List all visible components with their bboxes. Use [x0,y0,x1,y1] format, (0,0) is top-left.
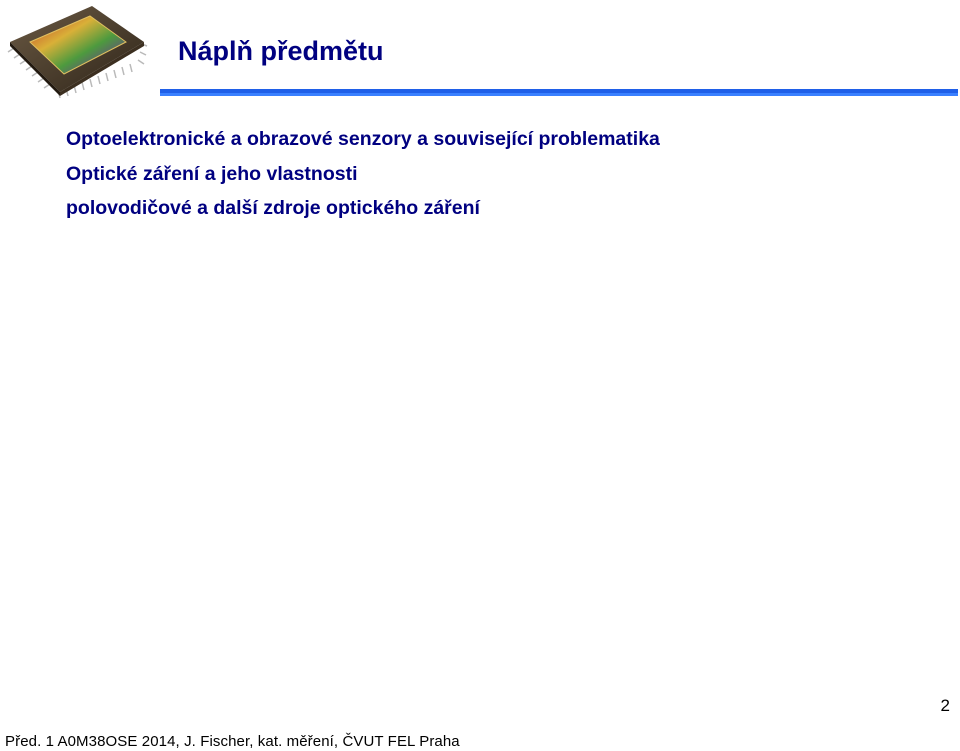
slide-footer: Před. 1 A0M38OSE 2014, J. Fischer, kat. měření, ČVUT FEL Praha [5,733,460,750]
bullet-item: Optické záření a jeho vlastnosti [66,162,358,185]
page-number: 2 [940,696,950,715]
bullet-item: polovodičové a další zdroje optického záření [66,197,480,219]
bullet-list [66,122,660,226]
slide-title: Náplň předmětu [178,36,384,66]
image-sensor-chip-icon [4,2,148,102]
title-underline-highlight [160,93,958,96]
bullet-item: Optoelektronické a obrazové senzory a související problematika [66,128,660,150]
